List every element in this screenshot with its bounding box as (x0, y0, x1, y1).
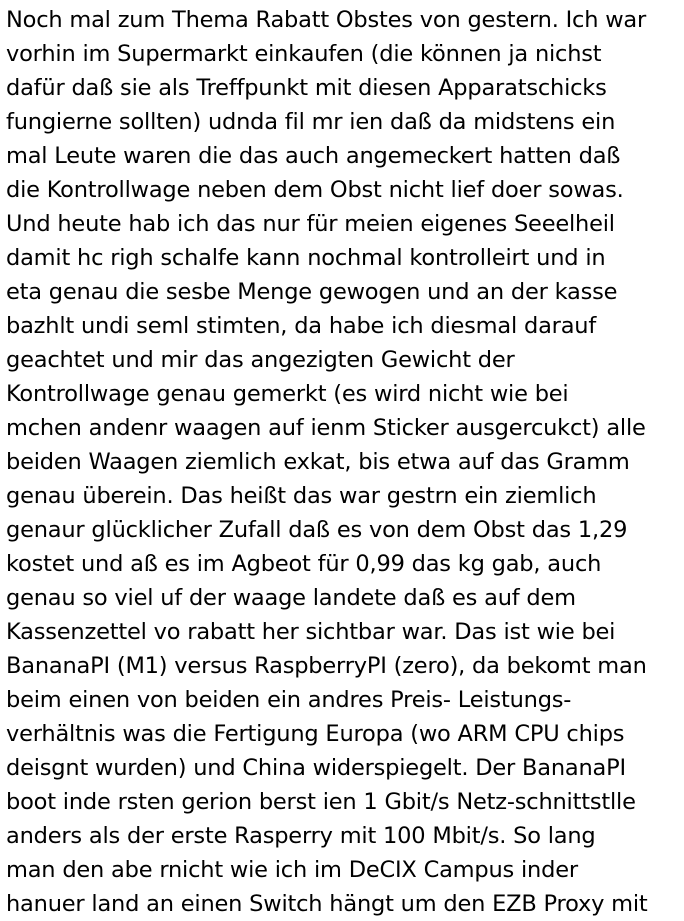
text-line: Und heute hab ich das nur für meien eigenes Seeelheil (6, 211, 615, 237)
text-line: hanuer land an einen Switch hängt um den EZB Proxy mit (6, 891, 648, 917)
text-line: beiden Waagen ziemlich exkat, bis etwa auf das Gramm (6, 449, 630, 475)
body-text (6, 3, 682, 921)
text-line: genaur glücklicher Zufall daß es von dem Obst das 1,29 (6, 517, 628, 543)
text-line: Kontrollwage genau gemerkt (es wird nicht wie bei (6, 381, 569, 407)
text-line: kostet und aß es im Agbeot für 0,99 das kg gab, auch (6, 551, 602, 577)
text-line: boot inde rsten gerion berst ien 1 Gbit/s Netz-schnittstlle (6, 789, 636, 815)
text-line: genau so viel uf der waage landete daß es auf dem (6, 585, 576, 611)
text-line: fungierne sollten) udnda fil mr ien daß da midstens ein (6, 109, 616, 135)
text-line: geachtet und mir das angezigten Gewicht der (6, 347, 515, 373)
text-line: beim einen von beiden ein andres Preis- Leistungs- (6, 687, 572, 713)
text-line: dafür daß sie als Treffpunkt mit diesen Apparatschicks (6, 75, 607, 101)
text-line: damit hc righ schalfe kann nochmal kontrolleirt und in (6, 245, 606, 271)
text-line: Kassenzettel vo rabatt her sichtbar war. Das ist wie bei (6, 619, 616, 645)
text-line: mal Leute waren die das auch angemeckert hatten daß (6, 143, 621, 169)
text-line: deisgnt wurden) und China widerspiegelt. Der BananaPI (6, 755, 626, 781)
text-line: Noch mal zum Thema Rabatt Obstes von gestern. Ich war (6, 7, 647, 33)
text-line: BananaPI (M1) versus RaspberryPI (zero), da bekomt man (6, 653, 647, 679)
text-line: bazhlt undi seml stimten, da habe ich diesmal darauf (6, 313, 597, 339)
text-line: eta genau die sesbe Menge gewogen und an der kasse (6, 279, 618, 305)
text-line: die Kontrollwage neben dem Obst nicht lief doer sowas. (6, 177, 624, 203)
text-line: anders als der erste Rasperry mit 100 Mbit/s. So lang (6, 823, 596, 849)
text-line: genau überein. Das heißt das war gestrn ein ziemlich (6, 483, 597, 509)
text-line: vorhin im Supermarkt einkaufen (die können ja nichst (6, 41, 602, 67)
text-line: man den abe rnicht wie ich im DeCIX Campus inder (6, 857, 578, 883)
text-line: mchen andenr waagen auf ienm Sticker ausgercukct) alle (6, 415, 646, 441)
text-line: verhältnis was die Fertigung Europa (wo ARM CPU chips (6, 721, 625, 747)
